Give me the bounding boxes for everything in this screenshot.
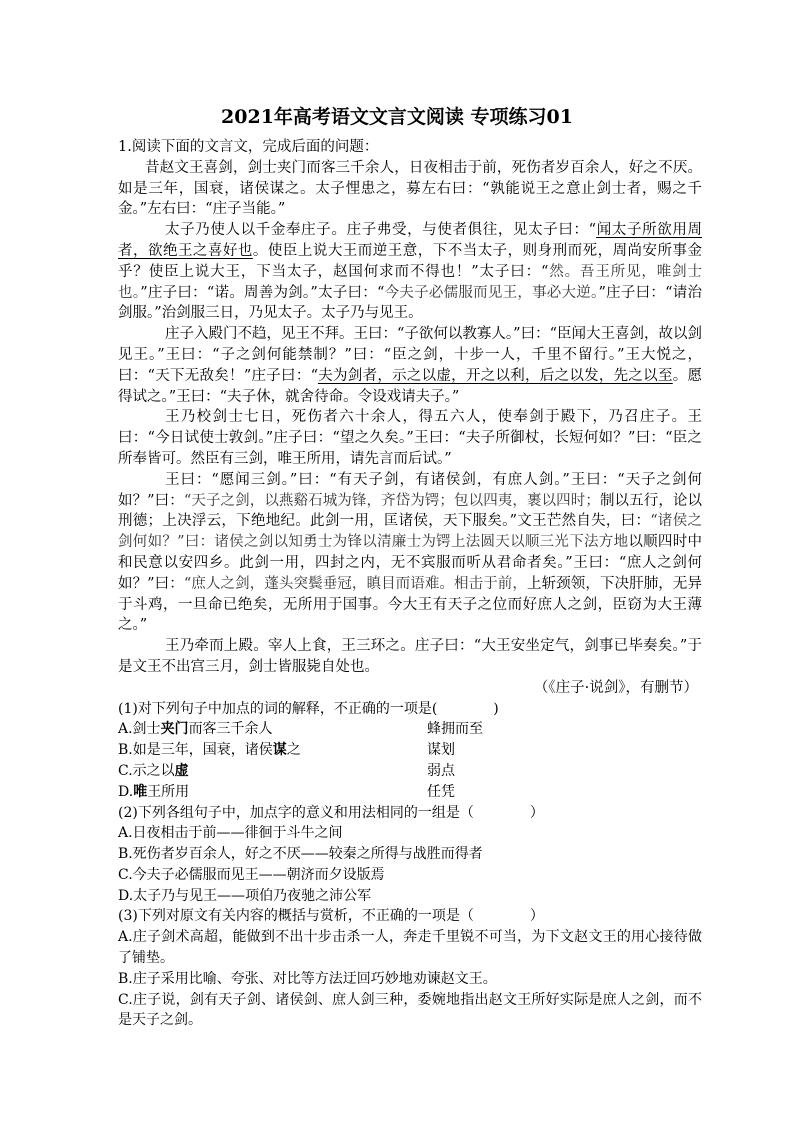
- option-explanation: 谋划: [427, 742, 455, 759]
- option-a: [118, 719, 702, 740]
- passage-source: （《庄子·说剑》，有删节）: [533, 679, 698, 696]
- option-c: C.庄子说，剑有天子剑、诸侯剑、庶人剑三种，委婉地指出赵文王所好实际是庶人之剑，而不是天子之剑。: [118, 991, 702, 1029]
- passage-text: 太子乃使人以千金奉庄子。庄子弗受，与使者俱往，见太子曰：“: [165, 222, 597, 239]
- option-text: 王所用: [147, 783, 190, 800]
- passage-text: 制以五行，论以刑德；上决浮云，下绝地纪。此剑一用，匡诸侯，天下服矣。”文王芒然自失，曰：: [118, 492, 702, 530]
- option-a: A.庄子剑术高超，能做到不出十步击杀一人，奔走千里锐不可当，为下文赵文王的用心接待做了铺垫。: [118, 929, 702, 967]
- document-title: 2021年高考语文文言文阅读 专项练习01: [221, 106, 573, 128]
- passage-text: 。愿得试之。”王曰：“夫子休，就舍待命。令设戏请夫子。”: [118, 367, 702, 405]
- option-explanation: 弱点: [427, 762, 455, 779]
- option-text: D.: [118, 783, 134, 800]
- sub-question-1-prompt: (1)对下列句子中加点的词的解释，不正确的一项是( ): [118, 700, 499, 717]
- passage-paragraph-5: [118, 470, 702, 636]
- option-c: C.今夫子必儒服而见王——朝济而夕设版焉: [118, 866, 385, 883]
- option-explanation: 任凭: [427, 783, 455, 800]
- emphasized-word: 唯: [133, 783, 148, 800]
- passage-paragraph-3: [118, 324, 702, 407]
- passage-text: “庶人之剑，蓬头突鬓垂冠，瞋目而语难。相击于前，: [183, 575, 527, 592]
- option-d: [118, 782, 702, 803]
- passage-text: “天子之剑，以燕谿石城为锋，齐岱为锷；包以四夷，裹以四时；: [183, 492, 600, 509]
- option-text: 之: [286, 742, 301, 759]
- option-explanation: 蜂拥而至: [427, 721, 483, 738]
- question-1-prompt: 1.阅读下面的文言文，完成后面的问题：: [118, 139, 379, 155]
- option-text: B.如是三年，国衰，诸侯: [118, 742, 273, 759]
- option-b: B.死伤者岁百余人，好之不厌——较秦之所得与战胜而得者: [118, 846, 483, 863]
- passage-text: 王曰：“愿闻三剑。”曰：“有天子剑，有诸侯剑，有庶人剑。”王曰：“天子之剑何如？”曰：: [118, 471, 702, 509]
- passage-text: 庄子入殿门不趋，见王不拜。王曰：“子欲何以教寡人。”曰：“臣闻大王喜剑，故以剑见王。”王曰：“子之剑何能禁制？”曰：“臣之剑，十步一人，千里不留行。”王大悦之，曰：“天下无敌矣！”庄子曰：“: [118, 326, 702, 384]
- option-text: 而客三千余人: [188, 721, 273, 738]
- passage-text: 今夫子必儒服而见王，事必大逆。: [384, 284, 599, 301]
- passage-text: ”庄子曰：“请治剑服。”治剑服三日，乃见太子。太子乃与见王。: [118, 284, 703, 322]
- option-sentence: [118, 719, 427, 740]
- sub-question-1: [118, 699, 702, 803]
- passage-paragraph-1: 昔赵文王喜剑，剑士夹门而客三千余人，日夜相击于前，死伤者岁百余人，好之不厌。如是三年，国衰，诸侯谋之。太子悝患之，募左右曰：“孰能说王之意止剑士者，赐之千金。”左右曰：“庄子当能。”: [118, 159, 702, 218]
- option-d: D.太子乃与见王——项伯乃夜驰之沛公军: [118, 887, 372, 904]
- underlined-sentence: 闻太子所欲用周者，欲绝王之喜好也: [118, 222, 702, 259]
- passage-paragraph-6: 王乃牵而上殿。宰人上食，王三环之。庄子曰：“大王安坐定气，剑事已毕奏矣。”于是文王不出宫三月，剑士皆服毙自处也。: [118, 638, 702, 675]
- emphasized-word: 谋: [272, 742, 287, 759]
- classical-passage: [118, 158, 702, 678]
- passage-text: “诸侯之剑何如？”曰：诸侯之剑以知勇士为锋以清廉士为锷上法圆天以顺三光下法方地: [118, 513, 702, 551]
- underlined-sentence: 夫为剑者，示之以虚，开之以利，后之以发，先之以至: [318, 367, 673, 384]
- option-b: B.庄子采用比喻、夸张、对比等方法迂回巧妙地劝谏赵文王。: [118, 970, 497, 987]
- option-a: A.日夜相击于前——徘徊于斗牛之间: [118, 825, 343, 842]
- sub-question-3-prompt: (3)下列对原文有关内容的概括与赏析，不正确的一项是（ ）: [118, 908, 544, 925]
- sub-question-2-prompt: (2)下列各组句子中，加点字的意义和用法相同的一组是（ ）: [118, 804, 544, 821]
- option-c: [118, 761, 702, 782]
- passage-paragraph-4: 王乃校剑士七日，死伤者六十余人，得五六人，使奉剑于殿下，乃召庄子。王曰：“今日试使士敦剑。”庄子曰：“望之久矣。”王曰：“夫子所御杖，长短何如？”曰：“臣之所奉皆可。然臣有三剑，唯王所用，请先言而后试。”: [118, 409, 702, 467]
- passage-text: 。使臣上说大王而逆王意，下不当太子，则身刑而死，周尚安所事金乎？使臣上说大王，下当太子，赵国何求而不得也！”太子曰：“: [118, 242, 703, 280]
- emphasized-word: 夹门: [160, 721, 189, 738]
- passage-text: 然。吾王所见，唯剑士也。: [118, 263, 703, 301]
- option-text: A.剑士: [118, 721, 161, 738]
- option-text: C.示之以: [118, 762, 175, 779]
- emphasized-word: 虚: [174, 762, 189, 779]
- option-sentence: [118, 740, 427, 761]
- passage-paragraph-2: [118, 220, 702, 324]
- sub-question-3: [118, 906, 702, 1031]
- option-sentence: [118, 761, 427, 782]
- option-b: [118, 740, 702, 761]
- sub-question-2: [118, 803, 702, 907]
- question-1: [118, 137, 702, 1031]
- passage-text: ”庄子曰：“诺。周善为剑。”太子曰：“: [140, 284, 385, 301]
- passage-text: 以顺四时中和民意以安四乡。此剑一用，四封之内，无不宾服而听从君命者矣。”王曰：“庶人之剑何如？”曰：: [118, 534, 702, 592]
- option-sentence: [118, 782, 427, 803]
- passage-text: 上斩颈领，下决肝肺，无异于斗鸡，一旦命已绝矣，无所用于国事。今大王有天子之位而好庶人之剑，臣窃为大王薄之。”: [118, 575, 702, 634]
